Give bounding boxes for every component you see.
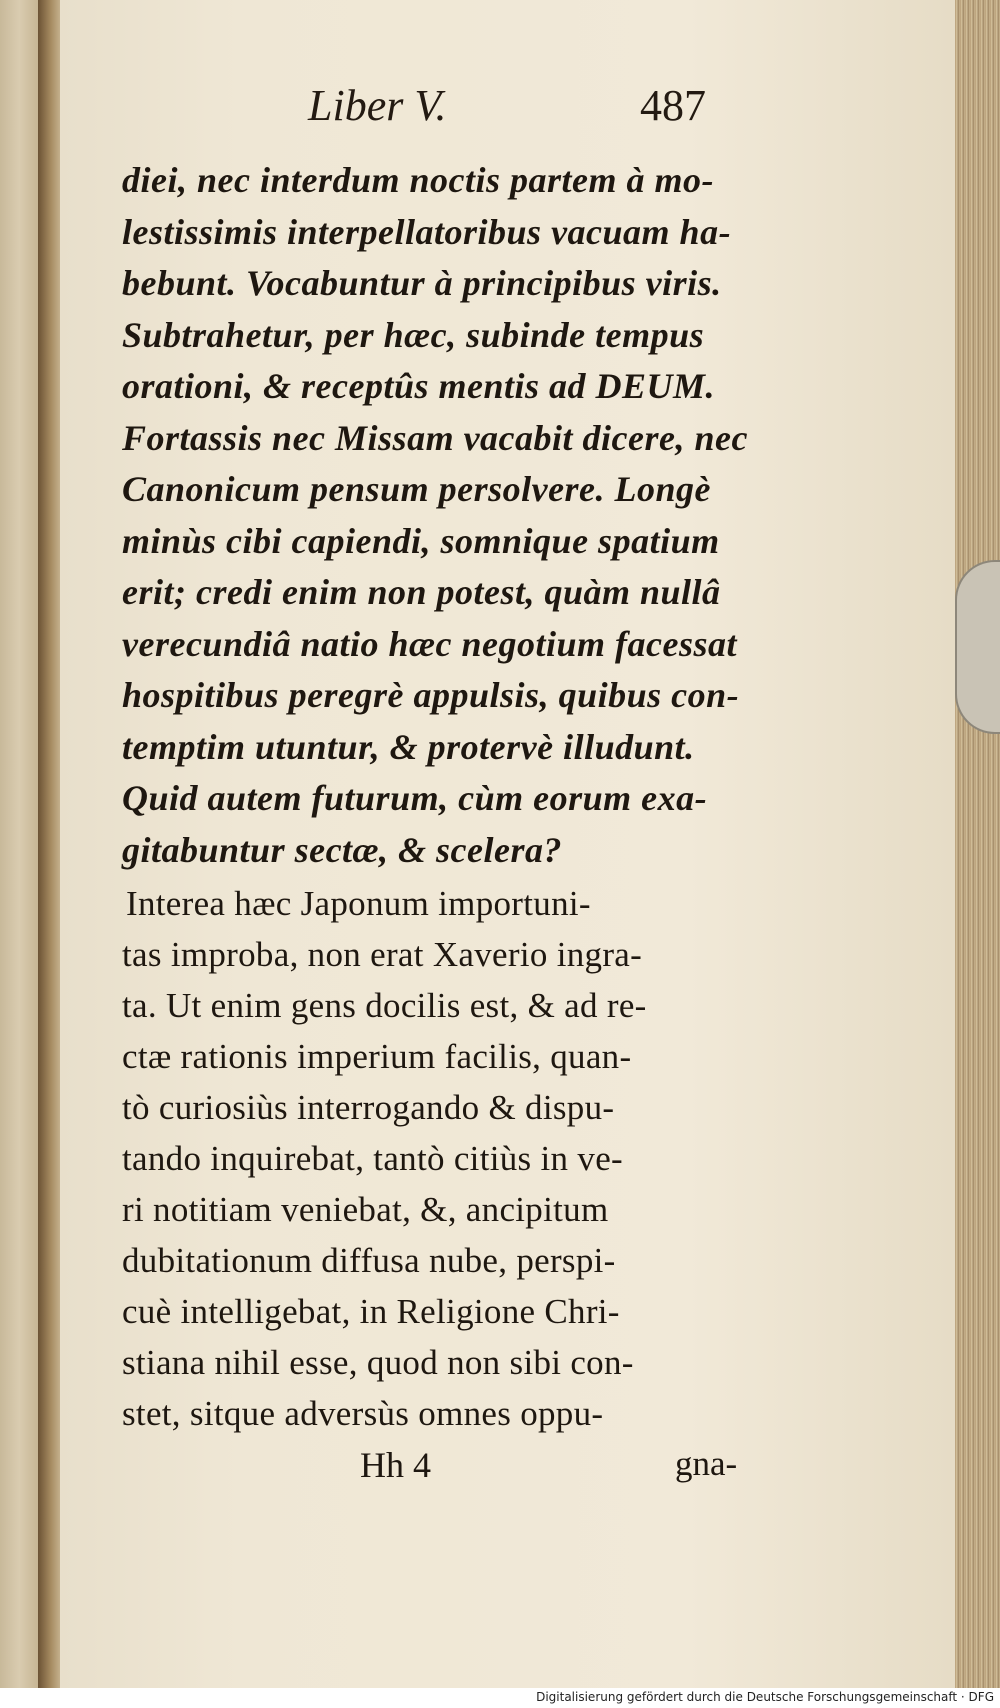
page-clip: [955, 560, 1000, 734]
text-line: dubitationum diffusa nube, perspi-: [122, 1241, 616, 1280]
text-line: temptim utuntur, & protervè illudunt.: [122, 726, 695, 767]
text-line: tò curiosiùs interrogando & dispu-: [122, 1088, 615, 1127]
italic-paragraph: [122, 155, 748, 876]
text-line: tando inquirebat, tantò citiùs in ve-: [122, 1139, 623, 1178]
text-line: stiana nihil esse, quod non sibi con-: [122, 1343, 634, 1382]
text-line: orationi, & receptûs mentis ad DEUM.: [122, 366, 716, 406]
catchword: gna-: [675, 1444, 738, 1483]
text-line: hospitibus peregrè appulsis, quibus con-: [122, 675, 740, 715]
digitization-credit: Digitalisierung gefördert durch die Deutsche Forschungsgemeinschaft · DFG: [536, 1690, 994, 1704]
text-line: Interea hæc Japonum importuni-: [126, 884, 591, 923]
text-line: erit; credi enim non potest, quàm nullâ: [122, 572, 721, 612]
text-line: stet, sitque adversùs omnes oppu-: [122, 1394, 604, 1433]
roman-paragraph: [122, 878, 732, 1439]
text-line: ctæ rationis imperium facilis, quan-: [122, 1037, 632, 1076]
text-line: Subtrahetur, per hæc, subinde tempus: [122, 314, 705, 355]
text-line: Quid autem futurum, cùm eorum exa-: [122, 778, 708, 818]
text-line: Fortassis nec Missam vacabit dicere, nec: [122, 417, 748, 458]
page-body-text: [122, 155, 748, 1439]
text-line: ta. Ut enim gens docilis est, & ad re-: [122, 986, 647, 1025]
text-line: ri notitiam veniebat, &, ancipitum: [122, 1190, 609, 1229]
text-line: gitabuntur sectæ, & scelera?: [122, 829, 563, 870]
text-line: verecundiâ natio hæc negotium facessat: [122, 623, 737, 664]
page-number: 487: [640, 81, 706, 130]
text-line: bebunt. Vocabuntur à principibus viris.: [122, 263, 722, 303]
signature-mark: Hh 4: [360, 1445, 431, 1485]
text-line: diei, nec interdum noctis partem à mo-: [122, 160, 714, 200]
text-line: minùs cibi capiendi, somnique spatium: [122, 520, 720, 561]
text-line: Canonicum pensum persolvere. Longè: [122, 469, 712, 509]
text-line: tas improba, non erat Xaverio ingra-: [122, 935, 643, 974]
page-edges: [955, 0, 1000, 1688]
running-head: [60, 80, 955, 140]
text-line: cuè intelligebat, in Religione Chri-: [122, 1292, 620, 1331]
running-head-title: Liber V.: [308, 81, 447, 130]
text-line: lestissimis interpellatoribus vacuam ha-: [122, 211, 732, 252]
catchline: [60, 1444, 955, 1494]
